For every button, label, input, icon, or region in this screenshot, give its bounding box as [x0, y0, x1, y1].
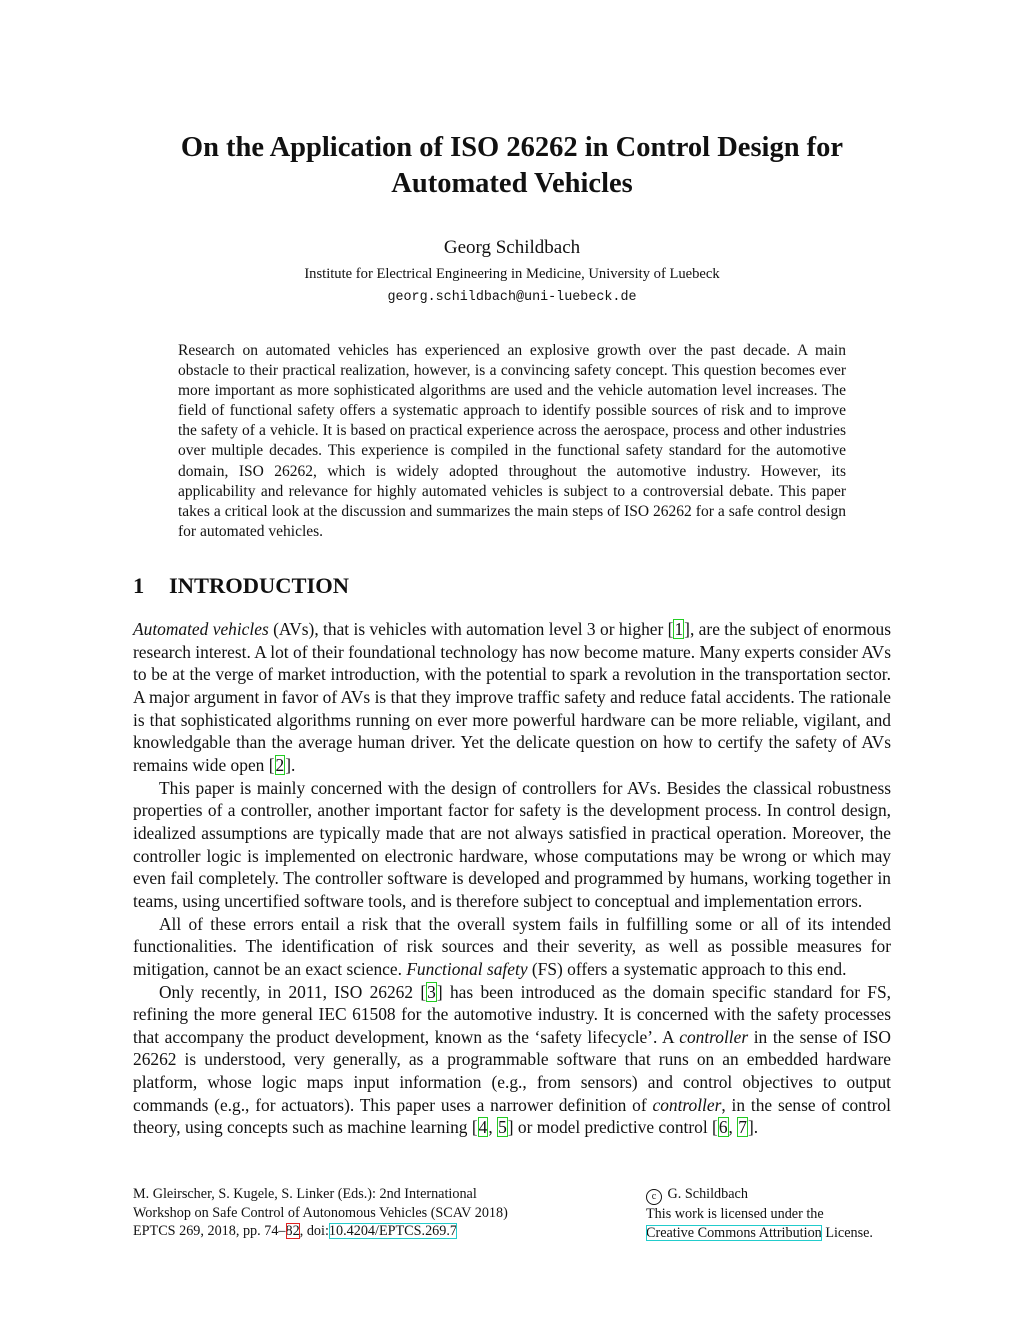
author-email[interactable]: georg.schildbach@uni-luebeck.de: [387, 290, 637, 305]
emphasis-term: controller: [679, 1026, 749, 1047]
text-run: ].: [747, 1117, 759, 1138]
paragraph-1: [133, 618, 891, 777]
text-run: All of these errors entail a risk that the overall system fails in fulfilling some or all of its intended functionalities. The identification of risk sources and their severity, as well as possible measures for mitigation, cannot be an exact science.: [133, 913, 891, 979]
footer-license-line: [646, 1224, 906, 1243]
emphasis-term: Functional safety: [406, 958, 528, 979]
author-name: Georg Schildbach: [443, 237, 581, 258]
text-run: , doi:: [299, 1223, 329, 1240]
text-run: (FS) offers a systematic approach to this end.: [527, 958, 847, 979]
citation-link[interactable]: 5: [498, 1117, 507, 1138]
text-run: (AVs), that is vehicles with automation level 3 or higher [: [268, 619, 674, 639]
text-run: ] has been introduced as the domain specific standard for FS, refining the more general IEC 61508 for the automotive industry. It is concerned with the safety processes that accompany the product development, known as the ‘safety lifecycle’. A: [133, 981, 892, 1047]
text-run: ,: [488, 1117, 498, 1138]
section-number: 1: [133, 573, 145, 598]
text-run: G. Schildbach: [664, 1186, 748, 1202]
footer-editors: M. Gleirscher, S. Kugele, S. Linker (Eds.): 2nd International: [133, 1186, 477, 1202]
footer-publication-info: [133, 1185, 553, 1241]
copyright-icon: c: [646, 1189, 662, 1205]
paragraph-2: This paper is mainly concerned with the design of controllers for AVs. Besides the classical robustness properties of a controller, another important factor for safety is the development process. In control design, idealized assumptions are typically made that are not always satisfied in practical operation. Moreover, the controller logic is implemented on electronic hardware, whose computations may be wrong or which may even fail completely. The controller software is developed and programmed by humans, working together in teams, using uncertified software tools, and is therefore subject to conceptual and implementation errors.: [133, 777, 891, 911]
text-run: , in the sense of control theory, using concepts such as machine learning [: [133, 1094, 891, 1138]
footer-license-info: [646, 1185, 906, 1242]
citation-link[interactable]: 2: [275, 754, 285, 775]
text-run: License.: [821, 1224, 873, 1241]
abstract: Research on automated vehicles has experienced an explosive growth over the past decade. A main obstacle to their practical realization, however, is a convincing safety concept. This question becomes ever more important as more sophisticated algorithms are used and the vehicle automation level increases. The field of functional safety offers a systematic approach to identify possible sources of risk and to improve the safety of a vehicle. It is based on practical experience across the aerospace, process and other industries over multiple decades. This experience is compiled in the functional safety standard for the automotive domain, ISO 26262, which is widely adopted throughout the automotive industry. However, its applicability and relevance for highly automated vehicles is subject to a controversial debate. This paper takes a critical look at the discussion and summarizes the main steps of ISO 26262 for a safe control design for automated vehicles.: [178, 342, 846, 540]
title-line-1: On the Application of ISO 26262 in Control Design for: [180, 132, 844, 163]
paper-title: [0, 130, 1024, 202]
section-heading: [133, 571, 349, 601]
citation-link[interactable]: 7: [738, 1117, 747, 1138]
text-run: ] or model predictive control [: [507, 1117, 718, 1138]
footer-license-text: This work is licensed under the: [646, 1206, 824, 1222]
text-run: ].: [285, 754, 296, 775]
author-affiliation: Institute for Electrical Engineering in Medicine, University of Luebeck: [304, 266, 720, 282]
citation-link[interactable]: 1: [674, 619, 684, 639]
citation-link[interactable]: 3: [427, 981, 436, 1002]
citation-link[interactable]: 4: [478, 1117, 488, 1138]
paragraph-4: [133, 981, 891, 1140]
citation-link[interactable]: 6: [718, 1117, 728, 1138]
text-run: EPTCS 269, 2018, pp. 74–: [133, 1223, 286, 1240]
doi-link[interactable]: 10.4204/EPTCS.269.7: [328, 1223, 457, 1240]
text-run: in the sense of ISO 26262 is understood, very generally, as a programmable software that runs on an embedded hardware platform, whose logic maps input information (e.g., from sensors) and control objectives to output commands (e.g., for actuators). This paper uses a narrower definition of: [133, 1026, 891, 1115]
footer-workshop: Workshop on Safe Control of Autonomous Vehicles (SCAV 2018): [133, 1204, 508, 1221]
text-run: ], are the subject of enormous research interest. A lot of their foundational technology has now become mature. Many experts consider AVs to be at the verge of market introduction, with the potential to spark a revolution in the transportation sector. A major argument in favor of AVs is that they improve traffic safety and reduce fatal accidents. The rationale is that sophisticated algorithms running on ever more powerful hardware can be more reliable, vigilant, and knowledgable than the average human driver. Yet the delicate question on how to certify the safety of AVs remains wide open [: [133, 619, 891, 775]
page-end-link[interactable]: 82: [285, 1223, 300, 1240]
title-line-2: Automated Vehicles: [391, 168, 633, 199]
emphasis-term: Automated vehicles: [133, 619, 269, 639]
section-title: INTRODUCTION: [169, 573, 350, 598]
section-body: [133, 618, 891, 1139]
footer-eptcs: [133, 1222, 553, 1241]
license-link[interactable]: Creative Commons Attribution: [646, 1224, 822, 1241]
emphasis-term: controller: [652, 1094, 722, 1115]
footer-copyright: [646, 1185, 906, 1205]
text-run: ,: [728, 1117, 738, 1138]
text-run: Only recently, in 2011, ISO 26262 [: [159, 981, 427, 1002]
paragraph-3: [133, 913, 891, 981]
